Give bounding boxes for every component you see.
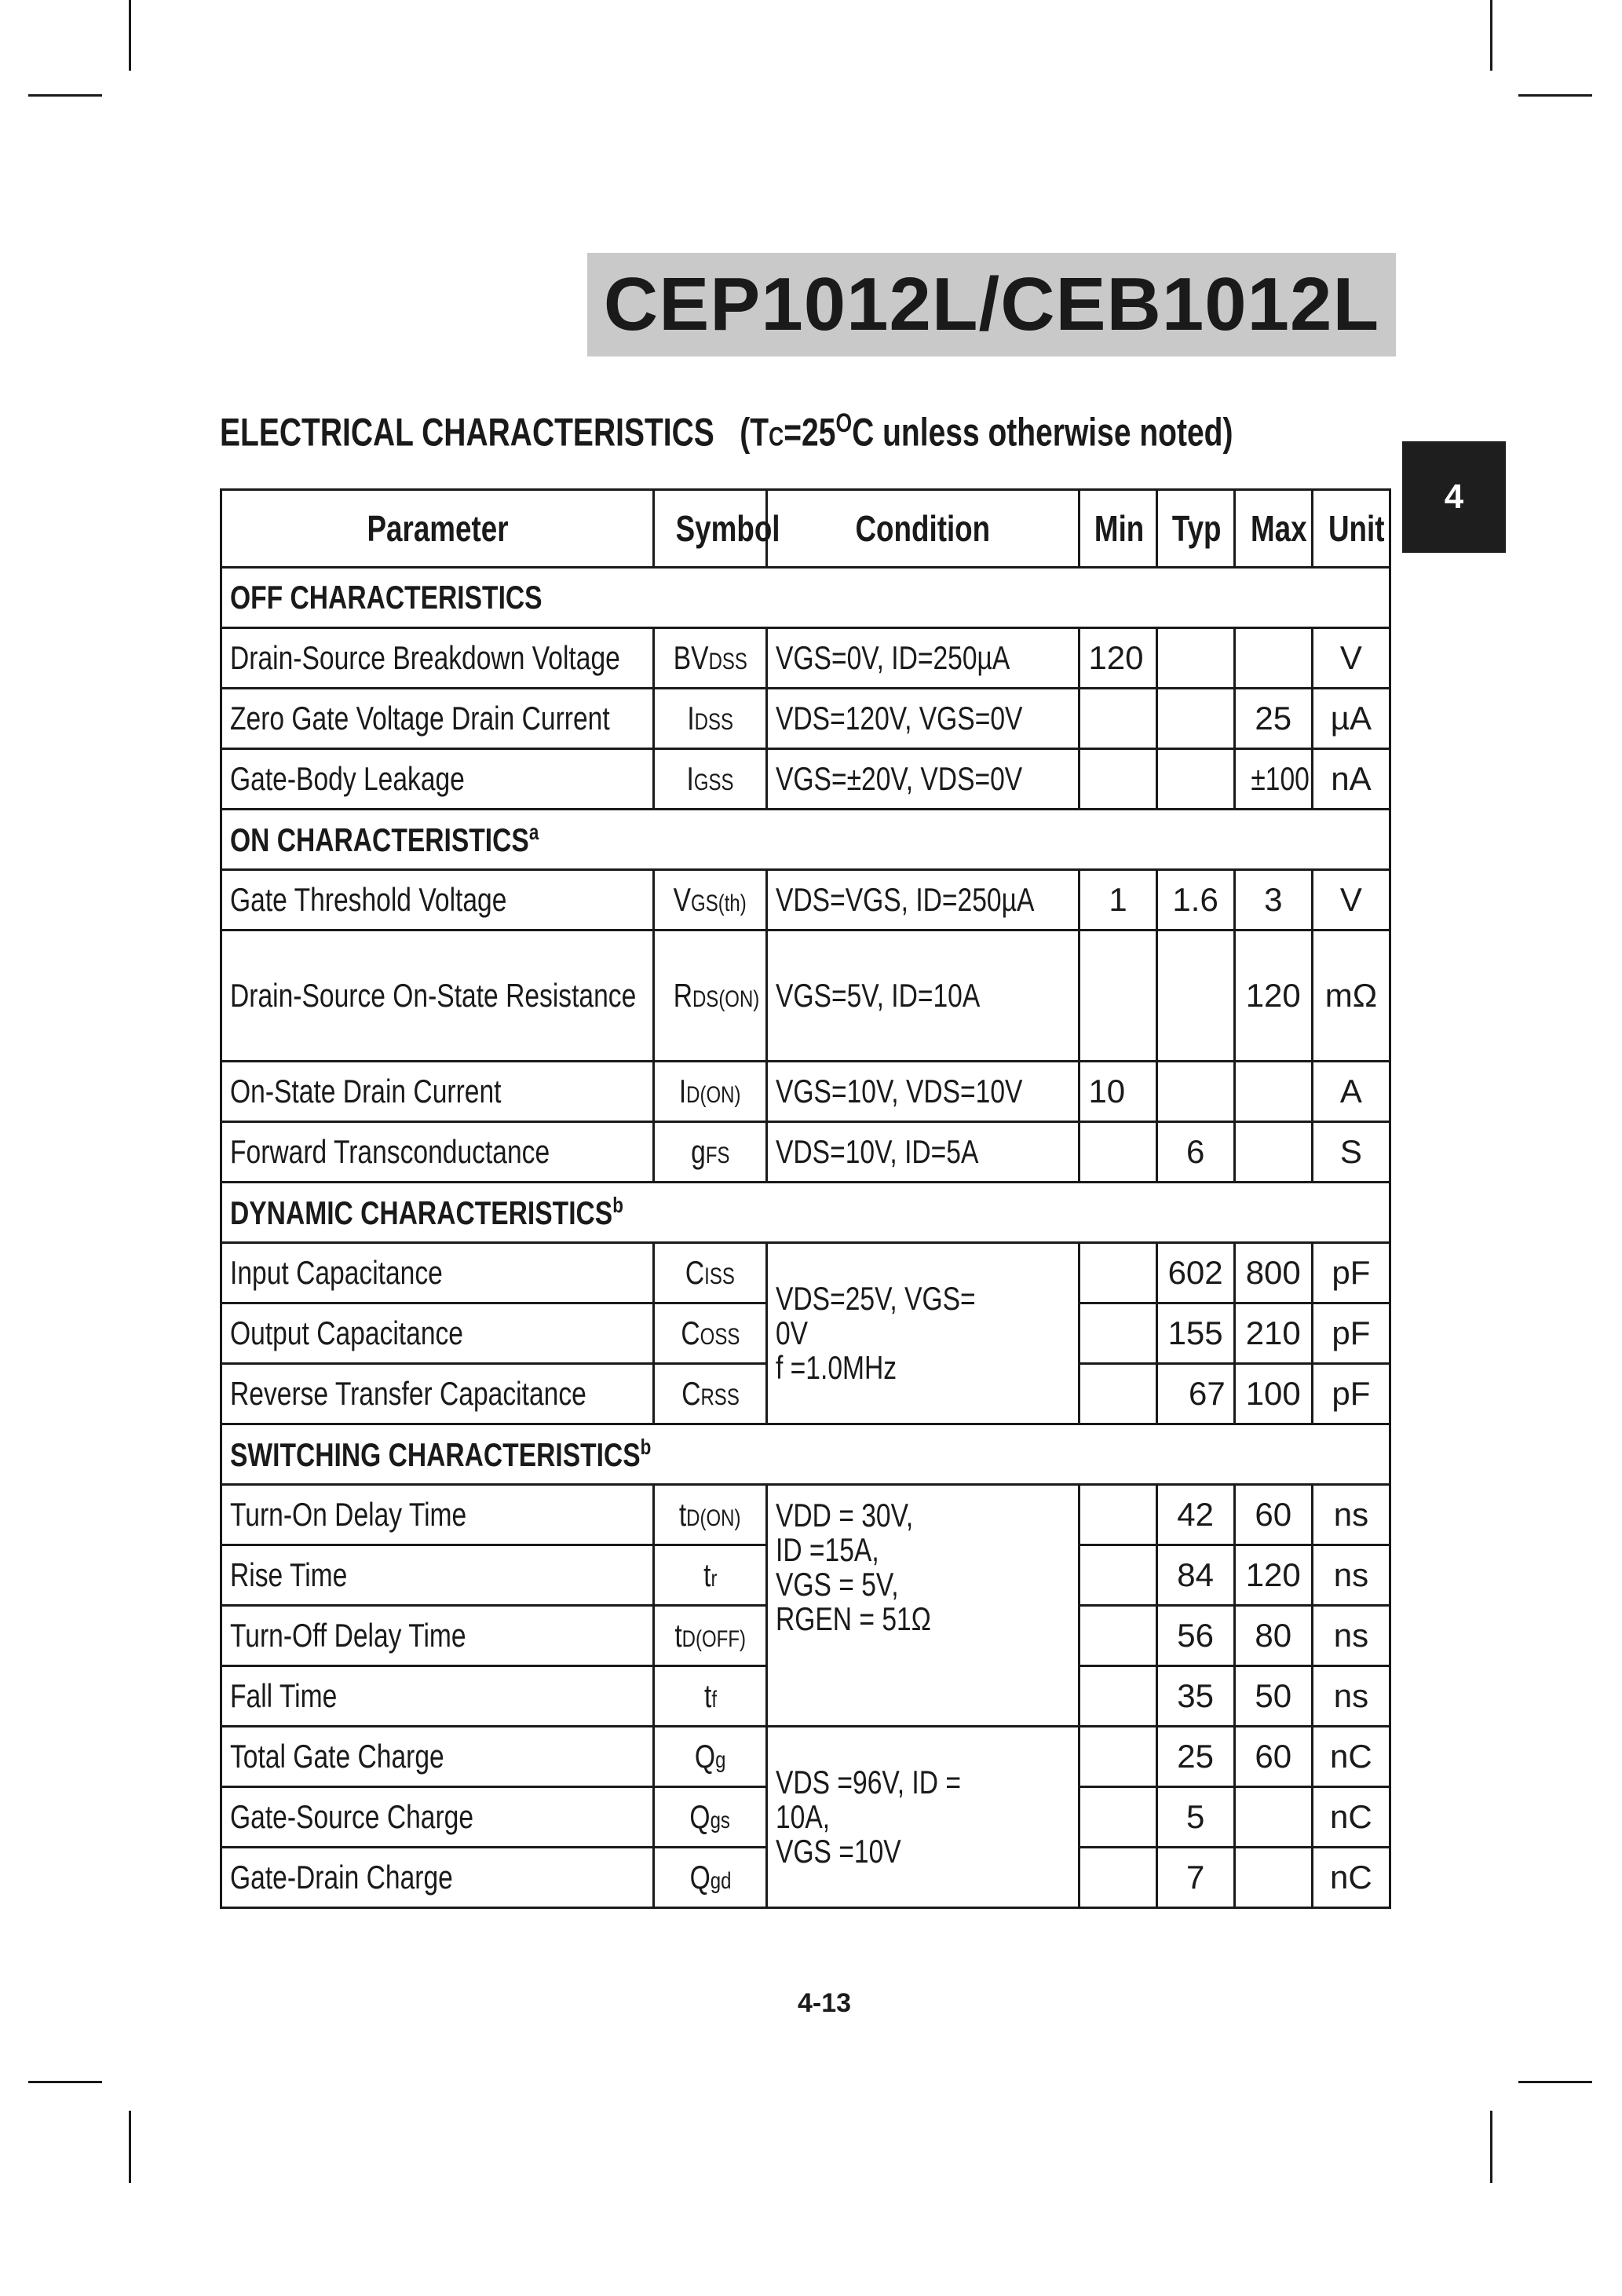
condition-cell: VGS=±20V, VDS=0V bbox=[766, 749, 1080, 810]
typ-cell: 35 bbox=[1156, 1666, 1234, 1727]
parameter-cell: Gate-Source Charge bbox=[221, 1787, 654, 1848]
unit-cell: ns bbox=[1312, 1545, 1390, 1606]
parameter-cell: Output Capacitance bbox=[221, 1303, 654, 1364]
condition-cell: VGS=0V, ID=250µA bbox=[766, 628, 1080, 689]
footnote-marker: a bbox=[528, 820, 539, 845]
table-row bbox=[221, 1062, 1390, 1122]
unit-cell: S bbox=[1312, 1122, 1390, 1183]
parameter-cell: Drain-Source Breakdown Voltage bbox=[221, 628, 654, 689]
table-row bbox=[221, 1485, 1390, 1545]
section-title: SWITCHING CHARACTERISTICS$^b$ bbox=[221, 1424, 1390, 1485]
symbol-cell: CISS bbox=[654, 1243, 767, 1303]
typ-cell: 1.6 bbox=[1156, 870, 1234, 930]
typ-cell bbox=[1156, 930, 1234, 1062]
table-row bbox=[221, 1243, 1390, 1303]
typ-cell: 56 bbox=[1156, 1606, 1234, 1666]
table-row bbox=[221, 870, 1390, 930]
max-cell: 25 bbox=[1234, 689, 1312, 749]
symbol-cell: ID(ON) bbox=[654, 1062, 767, 1122]
section-title: ON CHARACTERISTICS$^a$ bbox=[221, 810, 1390, 870]
table-row bbox=[221, 1122, 1390, 1183]
unit-cell: A bbox=[1312, 1062, 1390, 1122]
max-cell: 120 bbox=[1234, 930, 1312, 1062]
min-cell bbox=[1080, 1122, 1156, 1183]
symbol-cell: Qgs bbox=[654, 1787, 767, 1848]
symbol-cell: BVDSS bbox=[654, 628, 767, 689]
unit-cell: µA bbox=[1312, 689, 1390, 749]
col-max: Max bbox=[1234, 490, 1312, 568]
typ-cell: 7 bbox=[1156, 1848, 1234, 1908]
max-cell bbox=[1234, 1787, 1312, 1848]
table-row bbox=[221, 689, 1390, 749]
max-cell bbox=[1234, 1122, 1312, 1183]
unit-cell: pF bbox=[1312, 1364, 1390, 1424]
min-cell bbox=[1080, 1545, 1156, 1606]
condition-cell: VDS=VGS, ID=250µA bbox=[766, 870, 1080, 930]
parameter-cell: Zero Gate Voltage Drain Current bbox=[221, 689, 654, 749]
footnote-marker: b bbox=[640, 1435, 652, 1460]
unit-cell: pF bbox=[1312, 1243, 1390, 1303]
max-cell: 800 bbox=[1234, 1243, 1312, 1303]
crop-mark-top-right-h bbox=[1518, 94, 1592, 97]
section-tab bbox=[1402, 441, 1506, 553]
part-number-banner bbox=[587, 253, 1396, 356]
symbol-cell: IDSS bbox=[654, 689, 767, 749]
min-cell: 120 bbox=[1080, 628, 1156, 689]
parameter-cell: Turn-On Delay Time bbox=[221, 1485, 654, 1545]
crop-mark-top-left-h bbox=[28, 94, 102, 97]
condition-cell-charge: VDS =96V, ID = 10A, VGS =10V bbox=[766, 1727, 1080, 1908]
typ-cell: 25 bbox=[1156, 1727, 1234, 1787]
part-number-title: CEP1012L/CEB1012L bbox=[603, 262, 1380, 346]
condition-cell-switching: VDD = 30V, ID =15A, VGS = 5V, RGEN = 51Ω bbox=[766, 1485, 1080, 1727]
crop-mark-bottom-left-v bbox=[129, 2111, 131, 2183]
table-heading bbox=[220, 408, 1233, 455]
section-row-off bbox=[221, 568, 1390, 628]
table-row bbox=[221, 930, 1390, 1062]
page-number: 4-13 bbox=[797, 1988, 852, 2018]
parameter-cell: Gate-Drain Charge bbox=[221, 1848, 654, 1908]
min-cell bbox=[1080, 1666, 1156, 1727]
crop-mark-top-right-v bbox=[1490, 0, 1492, 71]
parameter-cell: Drain-Source On-State Resistance bbox=[221, 930, 654, 1062]
min-cell bbox=[1080, 689, 1156, 749]
typ-cell: 42 bbox=[1156, 1485, 1234, 1545]
parameter-cell: Fall Time bbox=[221, 1666, 654, 1727]
min-cell bbox=[1080, 1848, 1156, 1908]
condition-cell-dynamic: VDS=25V, VGS= 0V f =1.0MHz bbox=[766, 1243, 1080, 1424]
parameter-cell: Input Capacitance bbox=[221, 1243, 654, 1303]
max-cell bbox=[1234, 1848, 1312, 1908]
unit-cell: ns bbox=[1312, 1606, 1390, 1666]
max-cell: 120 bbox=[1234, 1545, 1312, 1606]
symbol-cell: Qg bbox=[654, 1727, 767, 1787]
unit-cell: nC bbox=[1312, 1727, 1390, 1787]
unit-cell: mΩ bbox=[1312, 930, 1390, 1062]
degree-symbol: O bbox=[835, 408, 853, 438]
max-cell: ±100 bbox=[1234, 749, 1312, 810]
min-cell bbox=[1080, 1364, 1156, 1424]
min-cell bbox=[1080, 749, 1156, 810]
parameter-cell: On-State Drain Current bbox=[221, 1062, 654, 1122]
unit-cell: V bbox=[1312, 870, 1390, 930]
symbol-cell: Qgd bbox=[654, 1848, 767, 1908]
table-row bbox=[221, 628, 1390, 689]
parameter-cell: Rise Time bbox=[221, 1545, 654, 1606]
section-tab-number: 4 bbox=[1444, 477, 1464, 516]
section-row-on bbox=[221, 810, 1390, 870]
min-cell bbox=[1080, 1243, 1156, 1303]
crop-mark-bottom-right-v bbox=[1490, 2111, 1492, 2183]
table-row bbox=[221, 1727, 1390, 1787]
parameter-cell: Forward Transconductance bbox=[221, 1122, 654, 1183]
parameter-cell: Gate-Body Leakage bbox=[221, 749, 654, 810]
heading-main: ELECTRICAL CHARACTERISTICS bbox=[220, 410, 714, 455]
section-row-dynamic bbox=[221, 1183, 1390, 1243]
min-cell: 1 bbox=[1080, 870, 1156, 930]
col-min: Min bbox=[1080, 490, 1156, 568]
unit-cell: pF bbox=[1312, 1303, 1390, 1364]
section-title: DYNAMIC CHARACTERISTICS$^b$ bbox=[221, 1183, 1390, 1243]
max-cell: 60 bbox=[1234, 1727, 1312, 1787]
section-row-switching bbox=[221, 1424, 1390, 1485]
symbol-cell: RDS(ON) bbox=[654, 930, 767, 1062]
typ-cell bbox=[1156, 689, 1234, 749]
max-cell: 50 bbox=[1234, 1666, 1312, 1727]
symbol-cell: IGSS bbox=[654, 749, 767, 810]
col-condition: Condition bbox=[766, 490, 1080, 568]
max-cell: 60 bbox=[1234, 1485, 1312, 1545]
min-cell bbox=[1080, 1485, 1156, 1545]
footnote-marker: b bbox=[612, 1193, 623, 1218]
unit-cell: nC bbox=[1312, 1848, 1390, 1908]
typ-cell bbox=[1156, 1062, 1234, 1122]
col-symbol: Symbol bbox=[654, 490, 767, 568]
typ-cell: 67 bbox=[1156, 1364, 1234, 1424]
electrical-characteristics-table bbox=[220, 488, 1391, 1909]
typ-cell: 5 bbox=[1156, 1787, 1234, 1848]
condition-cell: VDS=10V, ID=5A bbox=[766, 1122, 1080, 1183]
max-cell: 3 bbox=[1234, 870, 1312, 930]
symbol-cell: VGS(th) bbox=[654, 870, 767, 930]
max-cell: 100 bbox=[1234, 1364, 1312, 1424]
max-cell bbox=[1234, 1062, 1312, 1122]
symbol-cell: gFS bbox=[654, 1122, 767, 1183]
typ-cell: 6 bbox=[1156, 1122, 1234, 1183]
parameter-cell: Gate Threshold Voltage bbox=[221, 870, 654, 930]
unit-cell: nA bbox=[1312, 749, 1390, 810]
min-cell bbox=[1080, 1303, 1156, 1364]
parameter-cell: Total Gate Charge bbox=[221, 1727, 654, 1787]
col-unit: Unit bbox=[1312, 490, 1390, 568]
typ-cell: 155 bbox=[1156, 1303, 1234, 1364]
unit-cell: ns bbox=[1312, 1485, 1390, 1545]
crop-mark-top-left-v bbox=[129, 0, 131, 71]
condition-cell: VGS=5V, ID=10A bbox=[766, 930, 1080, 1062]
section-title: OFF CHARACTERISTICS bbox=[221, 568, 1390, 628]
symbol-cell: COSS bbox=[654, 1303, 767, 1364]
max-cell bbox=[1234, 628, 1312, 689]
parameter-cell: Turn-Off Delay Time bbox=[221, 1606, 654, 1666]
typ-cell bbox=[1156, 749, 1234, 810]
typ-cell: 602 bbox=[1156, 1243, 1234, 1303]
min-cell bbox=[1080, 1787, 1156, 1848]
condition-cell: VDS=120V, VGS=0V bbox=[766, 689, 1080, 749]
unit-cell: ns bbox=[1312, 1666, 1390, 1727]
table-row bbox=[221, 749, 1390, 810]
min-cell: 10 bbox=[1080, 1062, 1156, 1122]
unit-cell: nC bbox=[1312, 1787, 1390, 1848]
condition-cell: VGS=10V, VDS=10V bbox=[766, 1062, 1080, 1122]
col-typ: Typ bbox=[1156, 490, 1234, 568]
typ-cell bbox=[1156, 628, 1234, 689]
heading-cond-sub: C bbox=[769, 422, 784, 452]
heading-cond-eq: =25 bbox=[784, 410, 836, 455]
min-cell bbox=[1080, 930, 1156, 1062]
typ-cell: 84 bbox=[1156, 1545, 1234, 1606]
unit-cell: V bbox=[1312, 628, 1390, 689]
min-cell bbox=[1080, 1606, 1156, 1666]
symbol-cell: tf bbox=[654, 1666, 767, 1727]
symbol-cell: tD(ON) bbox=[654, 1485, 767, 1545]
heading-cond-rest: C unless otherwise noted) bbox=[852, 410, 1233, 455]
crop-mark-bottom-left-h bbox=[28, 2081, 102, 2083]
col-parameter: Parameter bbox=[221, 490, 654, 568]
min-cell bbox=[1080, 1727, 1156, 1787]
max-cell: 210 bbox=[1234, 1303, 1312, 1364]
parameter-cell: Reverse Transfer Capacitance bbox=[221, 1364, 654, 1424]
max-cell: 80 bbox=[1234, 1606, 1312, 1666]
symbol-cell: CRSS bbox=[654, 1364, 767, 1424]
table-header-row bbox=[221, 490, 1390, 568]
crop-mark-bottom-right-h bbox=[1518, 2081, 1592, 2083]
symbol-cell: tD(OFF) bbox=[654, 1606, 767, 1666]
heading-cond-prefix: (T bbox=[740, 410, 769, 455]
symbol-cell: tr bbox=[654, 1545, 767, 1606]
